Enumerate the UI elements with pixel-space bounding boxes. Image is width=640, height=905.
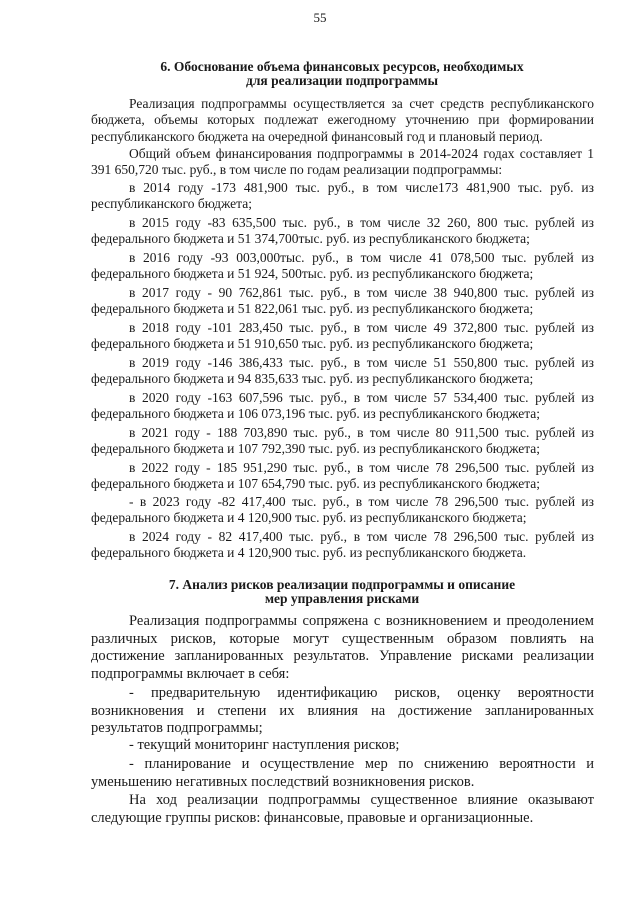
year-2024-item: в 2024 году - 82 417,400 тыс. руб., в том числе 78 296,500 тыс. рублей из федерального бюджета и 4 120,900 тыс. руб. из республиканского бюджета. (91, 529, 594, 561)
year-2015-item: в 2015 году -83 635,500 тыс. руб., в том числе 32 260, 800 тыс. рублей из федерального бюджета и 51 374,700тыс. руб. из республиканского бюджета; (91, 215, 594, 247)
section-6-title-line-2: для реализации подпрограммы (245, 73, 438, 88)
section-7-paragraph-last: На ход реализации подпрограммы существенное влияние оказывают следующие группы рисков: финансовые, правовые и организационные. (91, 792, 594, 826)
year-2016-item: в 2016 году -93 003,000тыс. руб., в том числе 41 078,500 тыс. рублей из федерального бюджета и 51 924, 500тыс. руб. из республиканского бюджета; (91, 250, 594, 282)
year-2017-item: в 2017 году - 90 762,861 тыс. руб., в том числе 38 940,800 тыс. рублей из федерального бюджета и 51 822,061 тыс. руб. из республиканского бюджета; (91, 285, 594, 317)
section-7-title-line-1: 7. Анализ рисков реализации подпрограммы и описание (168, 577, 516, 592)
year-2023-item: - в 2023 году -82 417,400 тыс. руб., в том числе 78 296,500 тыс. рублей из федерального бюджета и 4 120,900 тыс. руб. из республиканского бюджета; (91, 494, 594, 526)
risk-item-planning: - планирование и осуществление мер по снижению вероятности и уменьшению негативных последствий возникновения рисков. (91, 756, 594, 790)
year-2014-item: в 2014 году -173 481,900 тыс. руб., в том числе173 481,900 тыс. руб. из республиканского бюджета; (91, 180, 594, 212)
risk-item-identification: - предварительную идентификацию рисков, оценку вероятности возникновения и степени их влияния на достижение запланированных результатов подпрограммы; (91, 685, 594, 736)
page-number: 55 (313, 10, 327, 25)
section-6-paragraph-1: Реализация подпрограммы осуществляется за счет средств республиканского бюджета, объемы которых подлежат ежегодному уточнению при формировании республиканского бюджета на очередной финансовый год и плановый период. (91, 96, 594, 144)
section-7-title-line-2: мер управления рисками (264, 591, 420, 606)
section-6-title-line-1: 6. Обоснование объема финансовых ресурсов, необходимых (160, 59, 524, 74)
year-2021-item: в 2021 году - 188 703,890 тыс. руб., в том числе 80 911,500 тыс. рублей из федерального бюджета и 107 792,390 тыс. руб. из республиканского бюджета; (91, 425, 594, 457)
year-2019-item: в 2019 году -146 386,433 тыс. руб., в том числе 51 550,800 тыс. рублей из федерального бюджета и 94 835,633 тыс. руб. из республиканского бюджета; (91, 355, 594, 387)
year-2022-item: в 2022 году - 185 951,290 тыс. руб., в том числе 78 296,500 тыс. рублей из федерального бюджета и 107 654,790 тыс. руб. из республиканского бюджета; (91, 460, 594, 492)
year-2018-item: в 2018 году -101 283,450 тыс. руб., в том числе 49 372,800 тыс. рублей из федерального бюджета и 51 910,650 тыс. руб. из республиканского бюджета; (91, 320, 594, 352)
section-7-heading (92, 578, 592, 606)
section-6-paragraph-2: Общий объем финансирования подпрограммы в 2014-2024 годах составляет 1 391 650,720 тыс. руб., в том числе по годам реализации подпрограммы: (91, 146, 594, 178)
year-2020-item: в 2020 году -163 607,596 тыс. руб., в том числе 57 534,400 тыс. рублей из федерального бюджета и 106 073,196 тыс. руб. из республиканского бюджета; (91, 390, 594, 422)
section-7-paragraph-1: Реализация подпрограммы сопряжена с возникновением и преодолением различных рисков, которые могут существенным образом повлиять на достижение запланированных результатов. Управление рисками реализации подпрограммы включает в себя: (91, 613, 594, 682)
risk-item-monitoring: - текущий мониторинг наступления рисков; (129, 737, 400, 753)
section-6-heading (92, 60, 592, 88)
